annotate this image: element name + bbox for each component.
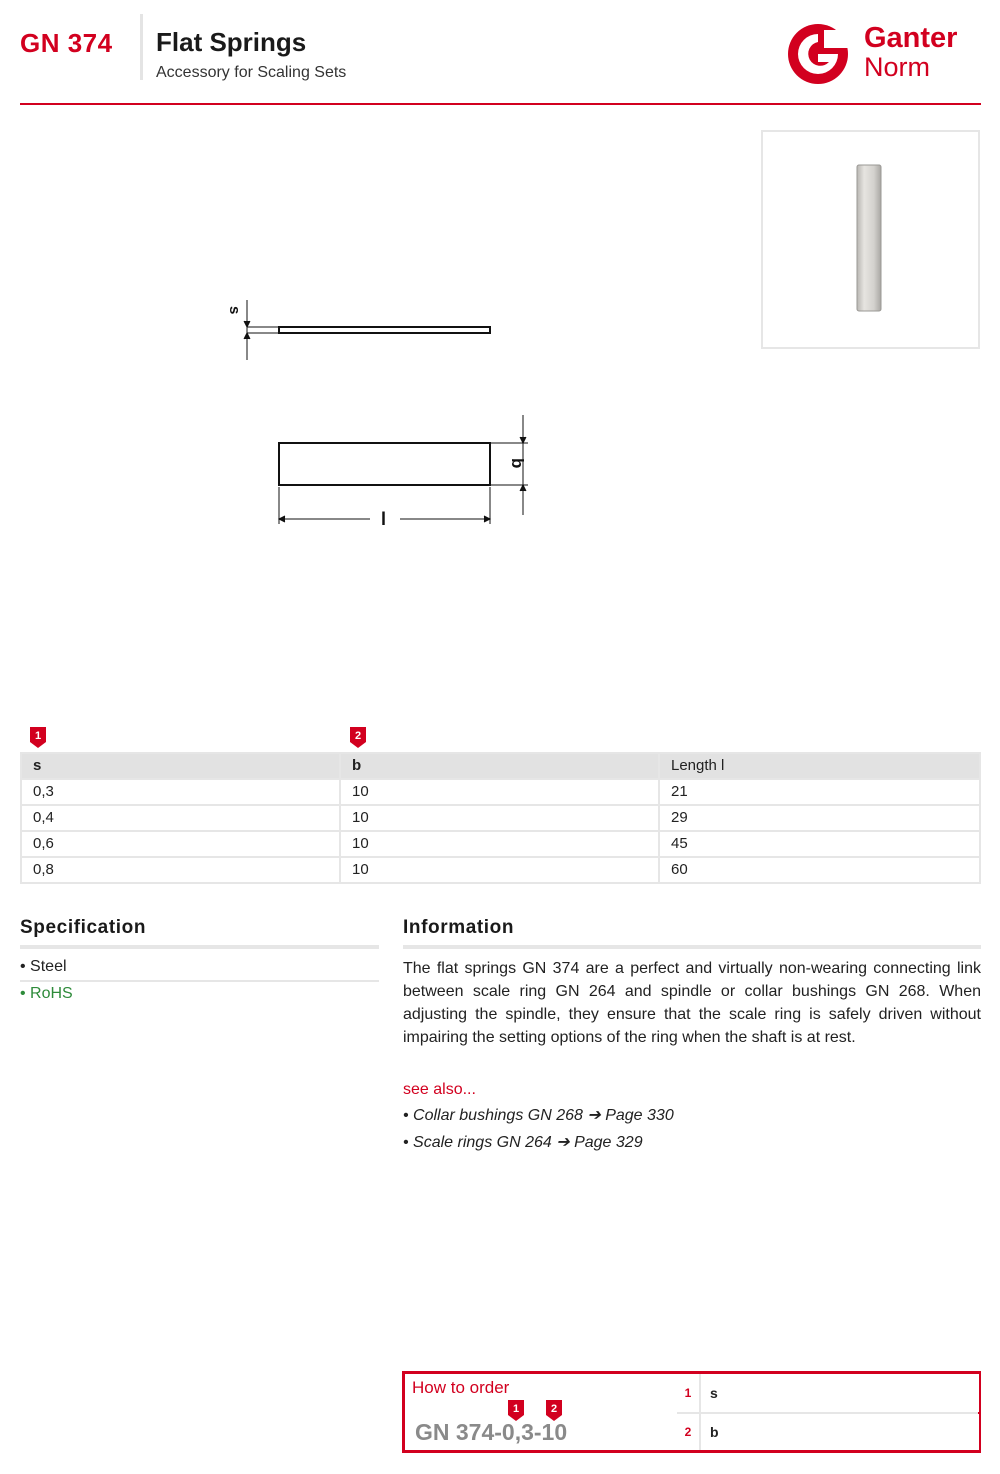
table-header-s: s [22, 754, 339, 778]
specification-title: Specification [20, 917, 147, 938]
dimension-label-b: b [508, 458, 527, 469]
technical-drawing [210, 290, 550, 540]
spec-item-steel: • Steel [20, 958, 67, 975]
logo-text-ganter: Ganter [864, 22, 958, 54]
table-header-length: Length l [660, 754, 979, 778]
see-also-link-scale-rings[interactable]: • Scale rings GN 264 ➔ Page 329 [403, 1134, 643, 1151]
svg-text:2: 2 [550, 1403, 558, 1415]
column-marker-2-icon [350, 727, 366, 748]
product-code: GN 374 [20, 28, 113, 58]
table-cell: 45 [660, 832, 979, 856]
how-to-order-title: How to order [412, 1378, 510, 1397]
product-photo [761, 130, 980, 349]
table-cell: 0,3 [22, 780, 339, 804]
order-marker-2-icon [546, 1400, 562, 1421]
order-row-number: 2 [677, 1414, 701, 1450]
table-cell: 0,6 [22, 832, 339, 856]
see-also-label: see also... [403, 1081, 476, 1098]
order-code-example: GN 374-0,3-10 [415, 1419, 568, 1445]
page-subtitle: Accessory for Scaling Sets [156, 64, 347, 81]
spec-divider [20, 980, 379, 982]
table-cell: 10 [341, 858, 658, 882]
table-row [20, 832, 981, 856]
table-cell: 10 [341, 806, 658, 830]
page-title: Flat Springs [156, 27, 307, 57]
flat-spring-image [763, 132, 978, 347]
table-row [20, 780, 981, 804]
information-text: The flat springs GN 374 are a perfect and virtually non-wearing connecting link between scale ring GN 264 and spindle or collar bushings GN 268. When adjusting the spindle, they ensure that the scale ring is safely driven without impairing the setting options of the ring when the shaft is at rest. [403, 960, 981, 1046]
table-header-b: b [341, 754, 658, 778]
see-also-link-collar-bushings[interactable]: • Collar bushings GN 268 ➔ Page 330 [403, 1107, 674, 1124]
order-marker-1-icon [508, 1400, 524, 1421]
header-rule [20, 103, 981, 105]
order-row [677, 1374, 979, 1412]
order-row [677, 1414, 979, 1450]
table-cell: 29 [660, 806, 979, 830]
information-title: Information [403, 917, 515, 938]
information-rule [403, 945, 981, 949]
table-cell: 10 [341, 832, 658, 856]
dimension-label-l: l [381, 509, 387, 529]
header-divider [140, 14, 143, 80]
svg-text:1: 1 [34, 730, 42, 742]
order-row-number: 1 [677, 1374, 701, 1412]
table-cell: 10 [341, 780, 658, 804]
table-cell: 0,8 [22, 858, 339, 882]
table-header-row [20, 754, 981, 778]
svg-text:2: 2 [354, 730, 362, 742]
ganter-norm-logo [784, 20, 984, 90]
dimension-label-s: s [226, 306, 243, 315]
table-cell: 0,4 [22, 806, 339, 830]
table-row [20, 806, 981, 830]
table-row [20, 858, 981, 882]
logo-text-norm: Norm [864, 52, 930, 82]
column-marker-1-icon [30, 727, 46, 748]
table-cell: 60 [660, 858, 979, 882]
order-row-value: b [710, 1424, 719, 1440]
specification-rule [20, 945, 379, 949]
order-row-value: s [710, 1385, 718, 1401]
svg-text:1: 1 [512, 1403, 520, 1415]
spec-item-rohs: • RoHS [20, 985, 73, 1002]
table-cell: 21 [660, 780, 979, 804]
